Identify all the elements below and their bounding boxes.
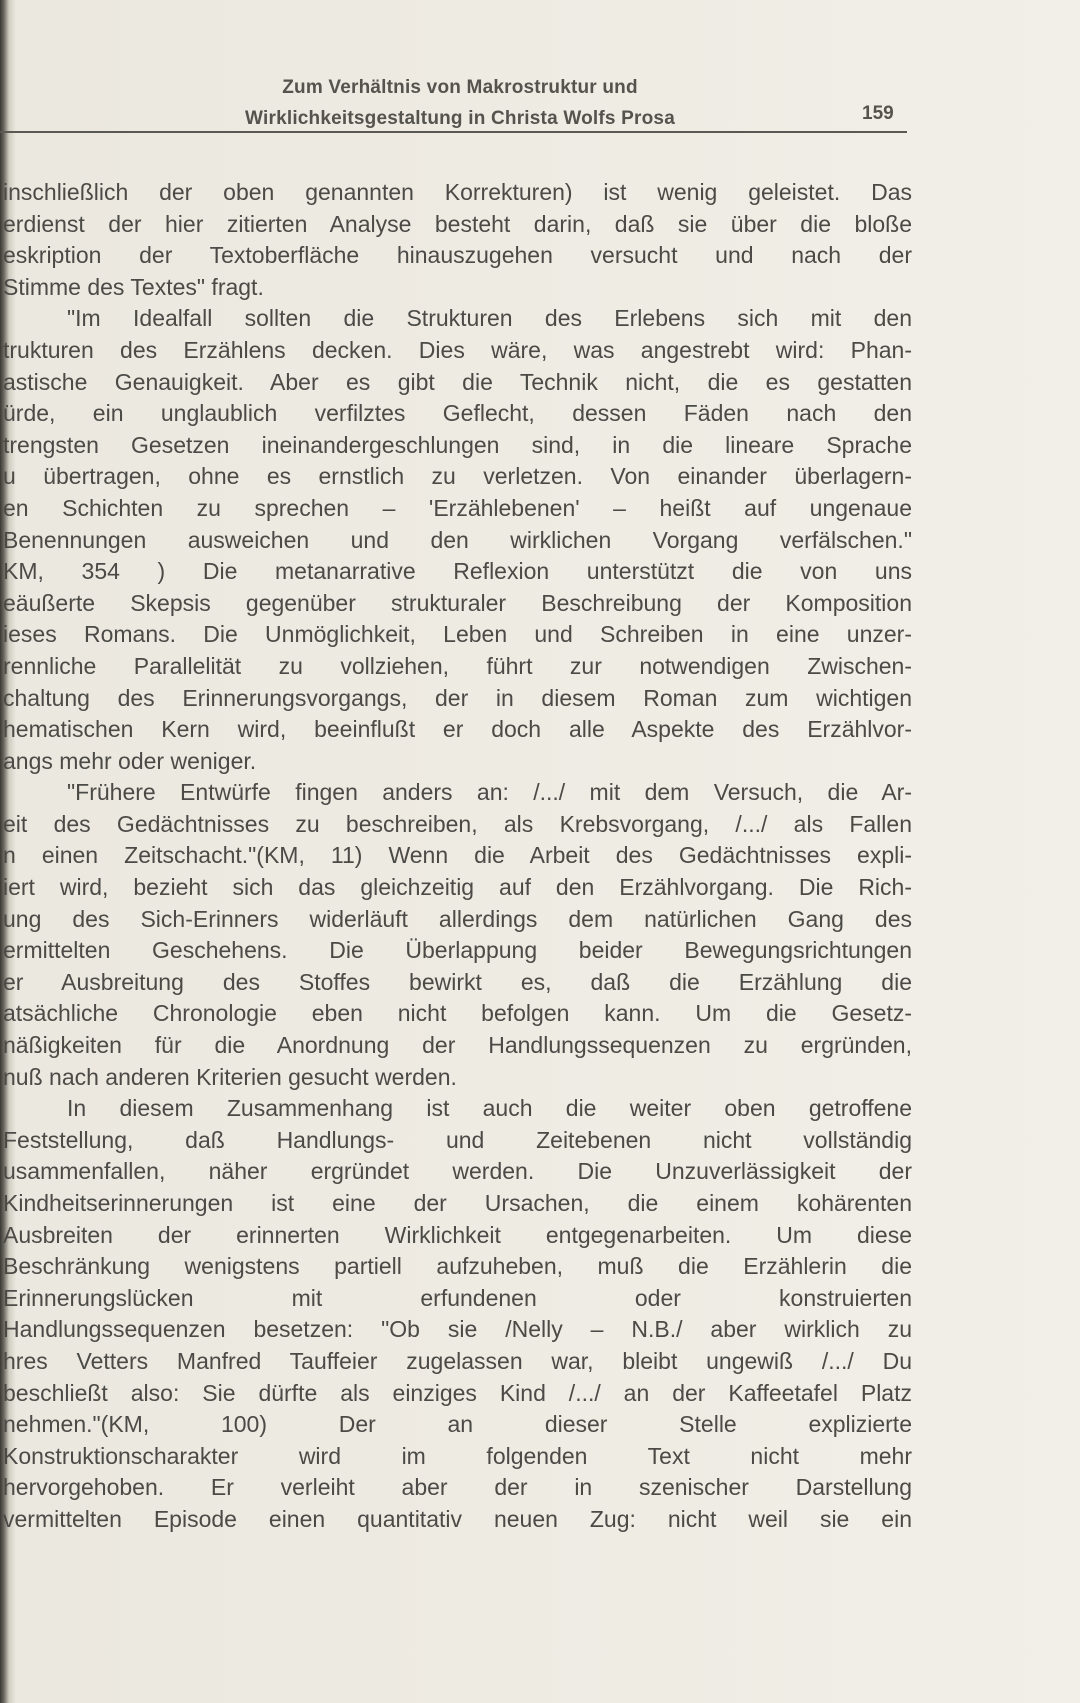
text-line: u übertragen, ohne es ernstlich zu verletzen. Von einander überlagern- [3,463,912,490]
text-line: Ausbreiten der erinnerten Wirklichkeit entgegenarbeiten. Um diese [3,1221,912,1248]
text-line: nuß nach anderen Kriterien gesucht werden. [3,1063,457,1090]
text-line: trukturen des Erzählens decken. Dies wäre, was angestrebt wird: Phan- [3,336,912,363]
body-text [3,177,912,1536]
text-line: vermittelten Episode einen quantitativ neuen Zug: nicht weil sie ein [3,1505,912,1532]
text-line: nehmen."(KM, 100) Der an dieser Stelle explizierte [3,1411,912,1438]
text-line: er Ausbreitung des Stoffes bewirkt es, daß die Erzählung die [3,968,912,995]
text-line: inschließlich der oben genannten Korrekturen) ist wenig geleistet. Das [3,179,912,205]
text-line: eskription der Textoberfläche hinauszugehen versucht und nach der [3,242,912,269]
text-line: eäußerte Skepsis gegenüber strukturaler Beschreibung der Komposition [3,589,912,616]
text-line: iert wird, bezieht sich das gleichzeitig auf den Erzählvorgang. Die Rich- [3,874,912,901]
text-line: In diesem Zusammenhang ist auch die weiter oben getroffene [67,1095,912,1122]
text-line: n einen Zeitschacht."(KM, 11) Wenn die Arbeit des Gedächtnisses expli- [3,842,912,869]
text-line: Feststellung, daß Handlungs- und Zeitebenen nicht vollständig [3,1126,912,1153]
text-line: ürde, ein unglaublich verfilztes Geflecht, dessen Fäden nach den [3,400,912,427]
text-line: erdienst der hier zitierten Analyse besteht darin, daß sie über die bloße [3,210,912,237]
text-line: usammenfallen, näher ergründet werden. Die Unzuverlässigkeit der [3,1158,912,1185]
text-line: Erinnerungslücken mit erfundenen oder konstruierten [3,1284,912,1311]
text-line: Stimme des Textes" fragt. [3,273,264,300]
text-line: hematischen Kern wird, beeinflußt er doch alle Aspekte des Erzählvor- [3,716,912,743]
text-line: Beschränkung wenigstens partiell aufzuheben, muß die Erzählerin die [3,1253,912,1280]
text-line: Benennungen ausweichen und den wirklichen Vorgang verfälschen." [3,526,912,553]
running-header-line-1: Zum Verhältnis von Makrostruktur und [282,77,638,98]
text-line: chaltung des Erinnerungsvorgangs, der in diesem Roman zum wichtigen [3,684,912,711]
text-line: en Schichten zu sprechen – 'Erzählebenen' – heißt auf ungenaue [3,494,912,521]
text-line: angs mehr oder weniger. [3,747,257,774]
text-line: atsächliche Chronologie eben nicht befolgen kann. Um die Gesetz- [3,1000,912,1027]
text-line: astische Genauigkeit. Aber es gibt die Technik nicht, die es gestatten [3,368,912,395]
text-line: "Im Idealfall sollten die Strukturen des Erlebens sich mit den [67,305,912,332]
text-line: hres Vetters Manfred Tauffeier zugelassen war, bleibt ungewiß /.../ Du [3,1347,912,1374]
text-line: rennliche Parallelität zu vollziehen, führt zur notwendigen Zwischen- [3,652,912,679]
text-line: trengsten Gesetzen ineinandergeschlungen sind, in die lineare Sprache [3,431,912,458]
text-line: näßigkeiten für die Anordnung der Handlungssequenzen zu ergründen, [3,1032,912,1059]
page-number: 159 [862,103,894,124]
text-line: Kindheitserinnerungen ist eine der Ursachen, die einem kohärenten [3,1190,912,1216]
text-line: Konstruktionscharakter wird im folgenden Text nicht mehr [3,1442,912,1469]
running-header-line-2: Wirklichkeitsgestaltung in Christa Wolfs Prosa [245,108,675,129]
header-rule [0,131,907,133]
text-line: eit des Gedächtnisses zu beschreiben, als Krebsvorgang, /.../ als Fallen [3,810,912,837]
text-line: ung des Sich-Erinners widerläuft allerdings dem natürlichen Gang des [3,905,912,932]
text-line: "Frühere Entwürfe fingen anders an: /.../ mit dem Versuch, die Ar- [67,779,912,806]
text-line: beschließt also: Sie dürfte als einziges Kind /.../ an der Kaffeetafel Platz [3,1379,912,1406]
text-line: ieses Romans. Die Unmöglichkeit, Leben und Schreiben in eine unzer- [3,621,912,648]
text-line: hervorgehoben. Er verleiht aber der in szenischer Darstellung [3,1474,912,1501]
text-line: Handlungssequenzen besetzen: "Ob sie /Nelly – N.B./ aber wirklich zu [3,1316,912,1343]
running-header [180,72,740,134]
text-line: ermittelten Geschehens. Die Überlappung beider Bewegungsrichtungen [3,937,912,964]
text-line: KM, 354 ) Die metanarrative Reflexion unterstützt die von uns [3,558,912,585]
